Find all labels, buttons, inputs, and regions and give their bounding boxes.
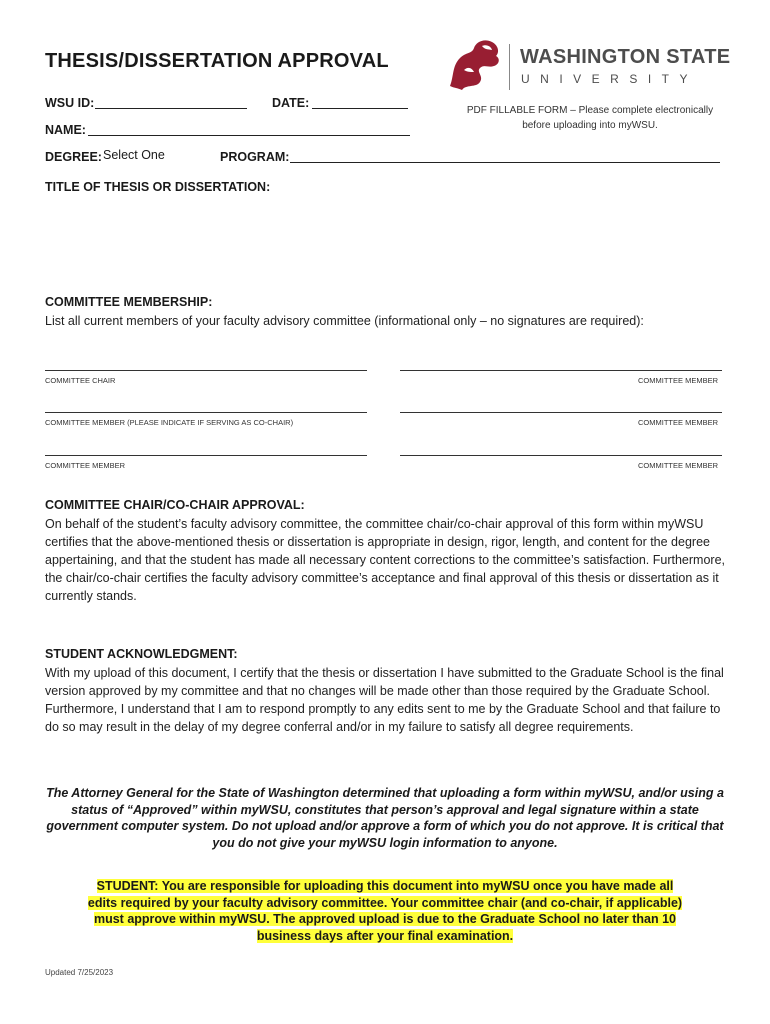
acknowledgment-text: With my upload of this document, I certify that the thesis or dissertation I have submitted to the Graduate School is the final version approved by my committee and that no changes will be made other than those required by the Graduate School. Furthermore, I understand that I am to respond promptly to any edits sent to me by the Graduate School and that failure to do so may result in the delay of my degree conferral and/or in my failure to satisfy all degree requirements. xyxy=(45,666,724,734)
fillable-form-note xyxy=(440,103,740,133)
name-label: NAME: xyxy=(45,123,86,137)
cougar-head-icon xyxy=(444,36,502,92)
name-field[interactable] xyxy=(88,135,410,136)
student-notice xyxy=(85,878,685,944)
date-label: DATE: xyxy=(272,96,310,110)
logo-university: UNIVERSITY xyxy=(521,72,699,86)
wsu-id-label: WSU ID: xyxy=(45,96,95,110)
committee-member-label-2: COMMITTEE MEMBER xyxy=(638,418,718,427)
committee-member-label-1: COMMITTEE MEMBER xyxy=(638,376,718,385)
wsu-id-field[interactable] xyxy=(95,108,247,109)
logo-wordmark: WASHINGTON STATE xyxy=(520,46,731,68)
legal-notice: The Attorney General for the State of Washington determined that uploading a form within myWSU, and/or using a status of “Approved” within myWSU, constitutes that person’s approval and legal signature within a state government computer system. Do not upload and/or approve a form of which you do not approve. It is critical that you do not give your myWSU login information to anyone. xyxy=(46,786,724,850)
form-title: THESIS/DISSERTATION APPROVAL xyxy=(45,50,389,72)
committee-member-cochair-field[interactable] xyxy=(45,412,367,413)
committee-heading: COMMITTEE MEMBERSHIP: xyxy=(45,295,213,309)
committee-member-cochair-label: COMMITTEE MEMBER (PLEASE INDICATE IF SERVING AS CO-CHAIR) xyxy=(45,418,294,427)
committee-member-label-3: COMMITTEE MEMBER xyxy=(45,461,125,470)
logo-divider xyxy=(509,44,510,90)
program-field[interactable] xyxy=(290,162,720,163)
fillable-note-line1: PDF FILLABLE FORM – Please complete electronically xyxy=(466,105,714,116)
approval-heading: COMMITTEE CHAIR/CO-CHAIR APPROVAL: xyxy=(45,498,305,512)
committee-chair-field[interactable] xyxy=(45,370,367,371)
thesis-title-field[interactable] xyxy=(45,198,725,288)
fillable-note-line2: before uploading into myWSU. xyxy=(522,120,658,131)
degree-label: DEGREE: xyxy=(45,150,102,164)
program-label: PROGRAM: xyxy=(220,150,290,164)
committee-member-field-1[interactable] xyxy=(400,370,722,371)
committee-chair-label: COMMITTEE CHAIR xyxy=(45,376,116,385)
updated-date: Updated 7/25/2023 xyxy=(45,968,114,977)
committee-instruction: List all current members of your faculty advisory committee (informational only – no signatures are required): xyxy=(45,314,644,328)
approval-text: On behalf of the student’s faculty advisory committee, the committee chair/co-chair approval of this form within myWSU certifies that the above-mentioned thesis or dissertation is appropriate in design, rigor, length, and content for the degree appertaining, and that the student has made all necessary content corrections to the committee’s satisfaction. Furthermore, the chair/co-chair certifies the faculty advisory committee’s acceptance and final approval of this thesis or dissertation as it currently stands. xyxy=(45,517,725,603)
acknowledgment-heading: STUDENT ACKNOWLEDGMENT: xyxy=(45,647,238,661)
student-notice-text: STUDENT: You are responsible for uploading this document into myWSU once you have made all edits required by your faculty advisory committee. Your committee chair (and co-chair, if applicable) must approve within myWSU. The approved upload is due to the Graduate School no later than 10 business days after your final examination. xyxy=(87,879,683,943)
committee-member-label-4: COMMITTEE MEMBER xyxy=(638,461,718,470)
committee-member-field-4[interactable] xyxy=(400,455,722,456)
committee-member-field-3[interactable] xyxy=(45,455,367,456)
thesis-title-label: TITLE OF THESIS OR DISSERTATION: xyxy=(45,180,271,194)
committee-member-field-2[interactable] xyxy=(400,412,722,413)
date-field[interactable] xyxy=(312,108,408,109)
degree-select[interactable]: Select One xyxy=(103,148,165,162)
